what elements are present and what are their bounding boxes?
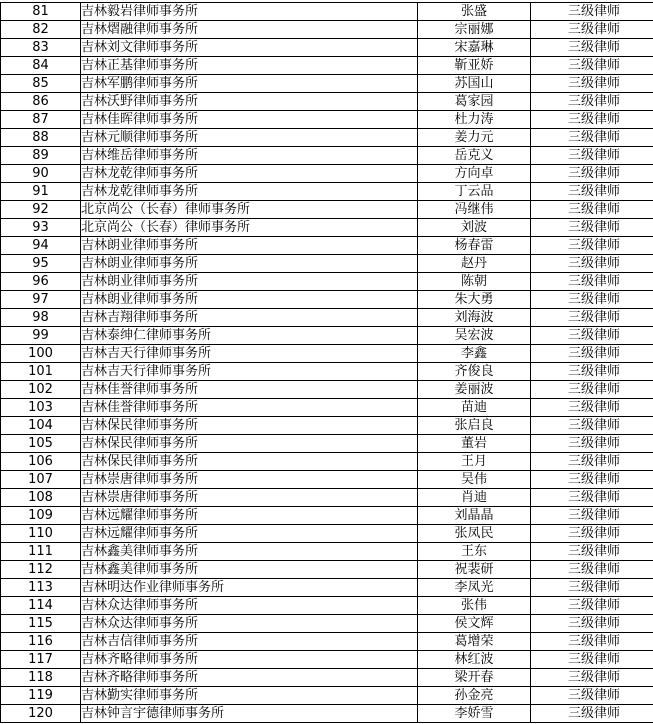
- lawyer-list-body: [1, 3, 653, 723]
- row-number-cell: 106: [1, 453, 81, 471]
- lawyer-name-cell: 李娇雪: [418, 705, 531, 723]
- row-number-cell: 104: [1, 417, 81, 435]
- law-firm-cell: 吉林远耀律师事务所: [81, 525, 418, 543]
- lawyer-name-cell: 宋嘉琳: [418, 39, 531, 57]
- table-row: [1, 471, 653, 489]
- row-number-cell: 110: [1, 525, 81, 543]
- row-number-cell: 81: [1, 3, 81, 21]
- table-row: [1, 345, 653, 363]
- lawyer-name-cell: 王东: [418, 543, 531, 561]
- lawyer-level-cell: 三级律师: [531, 3, 653, 21]
- row-number-cell: 92: [1, 201, 81, 219]
- lawyer-level-cell: 三级律师: [531, 273, 653, 291]
- table-row: [1, 201, 653, 219]
- table-row: [1, 507, 653, 525]
- law-firm-cell: 吉林钟言宇德律师事务所: [81, 705, 418, 723]
- lawyer-name-cell: 齐俊良: [418, 363, 531, 381]
- lawyer-level-cell: 三级律师: [531, 183, 653, 201]
- lawyer-name-cell: 赵丹: [418, 255, 531, 273]
- lawyer-level-cell: 三级律师: [531, 309, 653, 327]
- law-firm-cell: 吉林勤实律师事务所: [81, 687, 418, 705]
- lawyer-level-cell: 三级律师: [531, 237, 653, 255]
- row-number-cell: 117: [1, 651, 81, 669]
- law-firm-cell: 吉林吉信律师事务所: [81, 633, 418, 651]
- lawyer-name-cell: 刘海波: [418, 309, 531, 327]
- lawyer-list-table: [0, 2, 653, 723]
- lawyer-name-cell: 陈朝: [418, 273, 531, 291]
- law-firm-cell: 吉林毅岩律师事务所: [81, 3, 418, 21]
- lawyer-level-cell: 三级律师: [531, 93, 653, 111]
- table-row: [1, 111, 653, 129]
- lawyer-level-cell: 三级律师: [531, 399, 653, 417]
- lawyer-level-cell: 三级律师: [531, 453, 653, 471]
- row-number-cell: 86: [1, 93, 81, 111]
- law-firm-cell: 北京尚公（长春）律师事务所: [81, 219, 418, 237]
- lawyer-level-cell: 三级律师: [531, 219, 653, 237]
- row-number-cell: 101: [1, 363, 81, 381]
- table-row: [1, 21, 653, 39]
- table-row: [1, 255, 653, 273]
- lawyer-name-cell: 葛增荣: [418, 633, 531, 651]
- lawyer-name-cell: 刘晶晶: [418, 507, 531, 525]
- lawyer-level-cell: 三级律师: [531, 255, 653, 273]
- law-firm-cell: 吉林龙乾律师事务所: [81, 165, 418, 183]
- row-number-cell: 98: [1, 309, 81, 327]
- law-firm-cell: 吉林维岳律师事务所: [81, 147, 418, 165]
- law-firm-cell: 北京尚公（长春）律师事务所: [81, 201, 418, 219]
- row-number-cell: 113: [1, 579, 81, 597]
- lawyer-name-cell: 肖迪: [418, 489, 531, 507]
- law-firm-cell: 吉林保民律师事务所: [81, 435, 418, 453]
- law-firm-cell: 吉林远耀律师事务所: [81, 507, 418, 525]
- row-number-cell: 115: [1, 615, 81, 633]
- lawyer-level-cell: 三级律师: [531, 507, 653, 525]
- row-number-cell: 107: [1, 471, 81, 489]
- lawyer-name-cell: 梁开春: [418, 669, 531, 687]
- lawyer-level-cell: 三级律师: [531, 39, 653, 57]
- table-row: [1, 705, 653, 723]
- row-number-cell: 100: [1, 345, 81, 363]
- table-row: [1, 651, 653, 669]
- table-row: [1, 75, 653, 93]
- lawyer-level-cell: 三级律师: [531, 201, 653, 219]
- lawyer-level-cell: 三级律师: [531, 291, 653, 309]
- table-row: [1, 165, 653, 183]
- lawyer-level-cell: 三级律师: [531, 417, 653, 435]
- lawyer-name-cell: 张盛: [418, 3, 531, 21]
- row-number-cell: 91: [1, 183, 81, 201]
- lawyer-name-cell: 侯文辉: [418, 615, 531, 633]
- lawyer-level-cell: 三级律师: [531, 633, 653, 651]
- lawyer-level-cell: 三级律师: [531, 75, 653, 93]
- law-firm-cell: 吉林崇唐律师事务所: [81, 471, 418, 489]
- row-number-cell: 99: [1, 327, 81, 345]
- lawyer-name-cell: 丁云品: [418, 183, 531, 201]
- table-row: [1, 129, 653, 147]
- lawyer-level-cell: 三级律师: [531, 345, 653, 363]
- lawyer-level-cell: 三级律师: [531, 543, 653, 561]
- table-row: [1, 597, 653, 615]
- table-row: [1, 327, 653, 345]
- law-firm-cell: 吉林保民律师事务所: [81, 417, 418, 435]
- table-row: [1, 633, 653, 651]
- row-number-cell: 108: [1, 489, 81, 507]
- table-row: [1, 687, 653, 705]
- law-firm-cell: 吉林军鹏律师事务所: [81, 75, 418, 93]
- row-number-cell: 82: [1, 21, 81, 39]
- law-firm-cell: 吉林熠融律师事务所: [81, 21, 418, 39]
- lawyer-name-cell: 王月: [418, 453, 531, 471]
- row-number-cell: 95: [1, 255, 81, 273]
- table-row: [1, 381, 653, 399]
- row-number-cell: 89: [1, 147, 81, 165]
- row-number-cell: 87: [1, 111, 81, 129]
- lawyer-name-cell: 杨春雷: [418, 237, 531, 255]
- row-number-cell: 84: [1, 57, 81, 75]
- law-firm-cell: 吉林佳晖律师事务所: [81, 111, 418, 129]
- lawyer-name-cell: 冯继伟: [418, 201, 531, 219]
- table-row: [1, 615, 653, 633]
- table-row: [1, 489, 653, 507]
- law-firm-cell: 吉林鑫美律师事务所: [81, 543, 418, 561]
- row-number-cell: 90: [1, 165, 81, 183]
- table-row: [1, 147, 653, 165]
- table-row: [1, 291, 653, 309]
- table-row: [1, 183, 653, 201]
- law-firm-cell: 吉林齐略律师事务所: [81, 669, 418, 687]
- lawyer-level-cell: 三级律师: [531, 705, 653, 723]
- table-row: [1, 579, 653, 597]
- lawyer-name-cell: 姜丽波: [418, 381, 531, 399]
- law-firm-cell: 吉林朗业律师事务所: [81, 255, 418, 273]
- lawyer-level-cell: 三级律师: [531, 435, 653, 453]
- law-firm-cell: 吉林众达律师事务所: [81, 597, 418, 615]
- lawyer-name-cell: 苗迪: [418, 399, 531, 417]
- lawyer-level-cell: 三级律师: [531, 579, 653, 597]
- lawyer-name-cell: 吴宏波: [418, 327, 531, 345]
- row-number-cell: 94: [1, 237, 81, 255]
- row-number-cell: 105: [1, 435, 81, 453]
- lawyer-name-cell: 靳亚娇: [418, 57, 531, 75]
- law-firm-cell: 吉林吉天行律师事务所: [81, 363, 418, 381]
- lawyer-name-cell: 刘波: [418, 219, 531, 237]
- row-number-cell: 116: [1, 633, 81, 651]
- lawyer-level-cell: 三级律师: [531, 165, 653, 183]
- row-number-cell: 111: [1, 543, 81, 561]
- row-number-cell: 85: [1, 75, 81, 93]
- lawyer-level-cell: 三级律师: [531, 489, 653, 507]
- lawyer-level-cell: 三级律师: [531, 597, 653, 615]
- lawyer-level-cell: 三级律师: [531, 147, 653, 165]
- lawyer-level-cell: 三级律师: [531, 687, 653, 705]
- lawyer-name-cell: 苏国山: [418, 75, 531, 93]
- lawyer-level-cell: 三级律师: [531, 651, 653, 669]
- table-row: [1, 237, 653, 255]
- law-firm-cell: 吉林沃野律师事务所: [81, 93, 418, 111]
- law-firm-cell: 吉林泰绅仁律师事务所: [81, 327, 418, 345]
- row-number-cell: 102: [1, 381, 81, 399]
- table-row: [1, 93, 653, 111]
- law-firm-cell: 吉林众达律师事务所: [81, 615, 418, 633]
- row-number-cell: 112: [1, 561, 81, 579]
- lawyer-level-cell: 三级律师: [531, 21, 653, 39]
- lawyer-level-cell: 三级律师: [531, 669, 653, 687]
- law-firm-cell: 吉林刘文律师事务所: [81, 39, 418, 57]
- law-firm-cell: 吉林朗业律师事务所: [81, 237, 418, 255]
- table-row: [1, 273, 653, 291]
- lawyer-name-cell: 杜力涛: [418, 111, 531, 129]
- lawyer-name-cell: 祝裴研: [418, 561, 531, 579]
- law-firm-cell: 吉林明达作业律师事务所: [81, 579, 418, 597]
- row-number-cell: 114: [1, 597, 81, 615]
- lawyer-level-cell: 三级律师: [531, 471, 653, 489]
- lawyer-name-cell: 岳克义: [418, 147, 531, 165]
- law-firm-cell: 吉林朗业律师事务所: [81, 291, 418, 309]
- law-firm-cell: 吉林正基律师事务所: [81, 57, 418, 75]
- law-firm-cell: 吉林鑫美律师事务所: [81, 561, 418, 579]
- row-number-cell: 88: [1, 129, 81, 147]
- law-firm-cell: 吉林朗业律师事务所: [81, 273, 418, 291]
- table-row: [1, 525, 653, 543]
- lawyer-level-cell: 三级律师: [531, 363, 653, 381]
- table-row: [1, 309, 653, 327]
- lawyer-level-cell: 三级律师: [531, 129, 653, 147]
- law-firm-cell: 吉林佳誉律师事务所: [81, 381, 418, 399]
- law-firm-cell: 吉林龙乾律师事务所: [81, 183, 418, 201]
- law-firm-cell: 吉林齐略律师事务所: [81, 651, 418, 669]
- row-number-cell: 93: [1, 219, 81, 237]
- table-row: [1, 219, 653, 237]
- law-firm-cell: 吉林佳誉律师事务所: [81, 399, 418, 417]
- lawyer-name-cell: 李凤光: [418, 579, 531, 597]
- law-firm-cell: 吉林吉天行律师事务所: [81, 345, 418, 363]
- lawyer-name-cell: 方向卓: [418, 165, 531, 183]
- law-firm-cell: 吉林保民律师事务所: [81, 453, 418, 471]
- table-row: [1, 363, 653, 381]
- row-number-cell: 83: [1, 39, 81, 57]
- lawyer-level-cell: 三级律师: [531, 381, 653, 399]
- row-number-cell: 96: [1, 273, 81, 291]
- law-firm-cell: 吉林吉翔律师事务所: [81, 309, 418, 327]
- lawyer-name-cell: 张伟: [418, 597, 531, 615]
- lawyer-name-cell: 张凤民: [418, 525, 531, 543]
- table-row: [1, 39, 653, 57]
- row-number-cell: 118: [1, 669, 81, 687]
- lawyer-level-cell: 三级律师: [531, 327, 653, 345]
- law-firm-cell: 吉林崇唐律师事务所: [81, 489, 418, 507]
- lawyer-name-cell: 林红波: [418, 651, 531, 669]
- row-number-cell: 97: [1, 291, 81, 309]
- lawyer-name-cell: 宗丽娜: [418, 21, 531, 39]
- table-row: [1, 453, 653, 471]
- lawyer-name-cell: 吴伟: [418, 471, 531, 489]
- table-row: [1, 399, 653, 417]
- law-firm-cell: 吉林元顺律师事务所: [81, 129, 418, 147]
- table-row: [1, 543, 653, 561]
- row-number-cell: 103: [1, 399, 81, 417]
- table-row: [1, 435, 653, 453]
- lawyer-level-cell: 三级律师: [531, 561, 653, 579]
- table-row: [1, 57, 653, 75]
- lawyer-name-cell: 张启良: [418, 417, 531, 435]
- lawyer-level-cell: 三级律师: [531, 615, 653, 633]
- lawyer-level-cell: 三级律师: [531, 111, 653, 129]
- lawyer-level-cell: 三级律师: [531, 525, 653, 543]
- lawyer-name-cell: 李鑫: [418, 345, 531, 363]
- table-row: [1, 669, 653, 687]
- table-row: [1, 3, 653, 21]
- lawyer-level-cell: 三级律师: [531, 57, 653, 75]
- row-number-cell: 120: [1, 705, 81, 723]
- lawyer-name-cell: 董岩: [418, 435, 531, 453]
- lawyer-name-cell: 姜力元: [418, 129, 531, 147]
- lawyer-name-cell: 葛家园: [418, 93, 531, 111]
- lawyer-name-cell: 朱大勇: [418, 291, 531, 309]
- lawyer-name-cell: 孙金亮: [418, 687, 531, 705]
- row-number-cell: 109: [1, 507, 81, 525]
- row-number-cell: 119: [1, 687, 81, 705]
- table-row: [1, 417, 653, 435]
- table-row: [1, 561, 653, 579]
